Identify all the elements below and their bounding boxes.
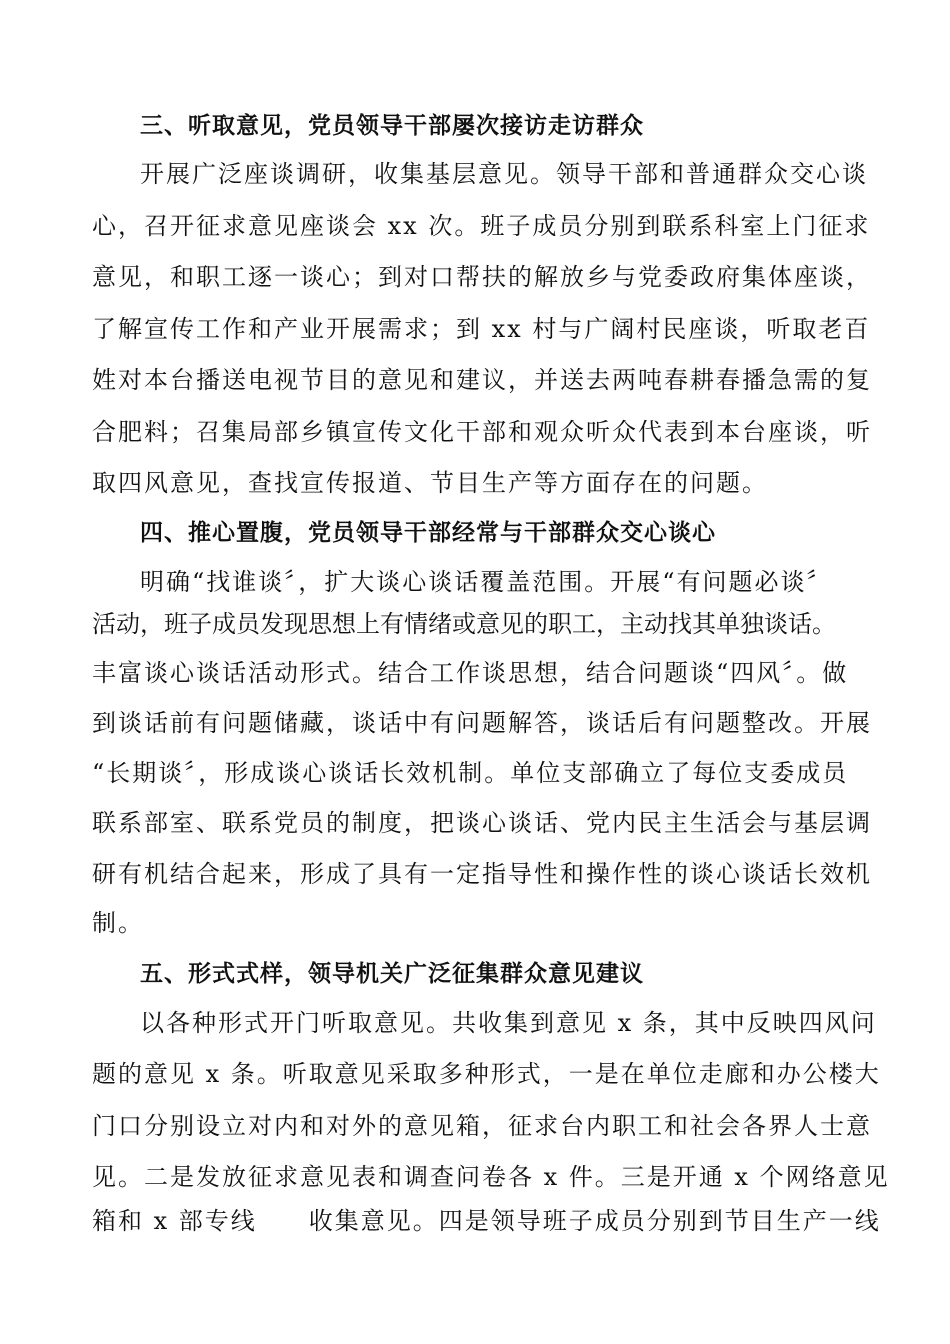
paragraph-line: 开展广泛座谈调研，收集基层意见。领导干部和普通群众交心谈 — [140, 160, 868, 188]
paragraph-line: 箱和 x 部专线 收集意见。四是领导班子成员分别到节目生产一线 — [92, 1207, 881, 1235]
paragraph-line: 取四风意见，查找宣传报道、节目生产等方面存在的问题。 — [92, 469, 768, 497]
paragraph-line: 门口分别设立对内和对外的意见箱，征求台内职工和社会各界人士意 — [92, 1112, 872, 1140]
paragraph-line: 联系部室、联系党员的制度，把谈心谈话、党内民主生活会与基层调 — [92, 809, 872, 837]
paragraph-line: 明确“找谁谈〞，扩大谈心谈话覆盖范围。开展“有问题必谈〞 — [140, 568, 833, 596]
section-heading-5: 五、形式式样，领导机关广泛征集群众意见建议 — [140, 961, 644, 987]
paragraph-line: 合肥料；召集局部乡镇宣传文化干部和观众听众代表到本台座谈，听 — [92, 418, 872, 446]
paragraph-line: 丰富谈心谈话活动形式。结合工作谈思想，结合问题谈“四风〞。做 — [92, 659, 849, 687]
paragraph-line: 研有机结合起来，形成了具有一定指导性和操作性的谈心谈话长效机 — [92, 860, 872, 888]
paragraph-line: 姓对本台播送电视节目的意见和建议，并送去两吨春耕春播急需的复 — [92, 366, 872, 394]
paragraph-line: “长期谈〞，形成谈心谈话长效机制。单位支部确立了每位支委成员 — [92, 759, 849, 787]
paragraph-line: 以各种形式开门听取意见。共收集到意见 x 条，其中反映四风问 — [140, 1009, 877, 1037]
section-heading-3: 三、听取意见，党员领导干部屡次接访走访群众 — [140, 113, 644, 139]
paragraph-line: 到谈话前有问题储藏，谈话中有问题解答，谈话后有问题整改。开展 — [92, 709, 872, 737]
paragraph-line: 活动，班子成员发现思想上有情绪或意见的职工，主动找其单独谈话。 — [92, 610, 836, 638]
section-heading-4: 四、推心置腹，党员领导干部经常与干部群众交心谈心 — [140, 520, 716, 546]
paragraph-line: 了解宣传工作和产业开展需求；到 xx 村与广阔村民座谈，听取老百 — [92, 315, 871, 343]
paragraph-line: 心，召开征求意见座谈会 xx 次。班子成员分别到联系科室上门征求 — [92, 212, 871, 240]
paragraph-line: 题的意见 x 条。听取意见采取多种形式，一是在单位走廊和办公楼大 — [92, 1060, 881, 1088]
paragraph-line: 见。二是发放征求意见表和调查问卷各 x 件。三是开通 x 个网络意见 — [92, 1163, 890, 1191]
paragraph-line: 制。 — [92, 909, 144, 937]
paragraph-line: 意见，和职工逐一谈心；到对口帮扶的解放乡与党委政府集体座谈， — [92, 263, 872, 291]
